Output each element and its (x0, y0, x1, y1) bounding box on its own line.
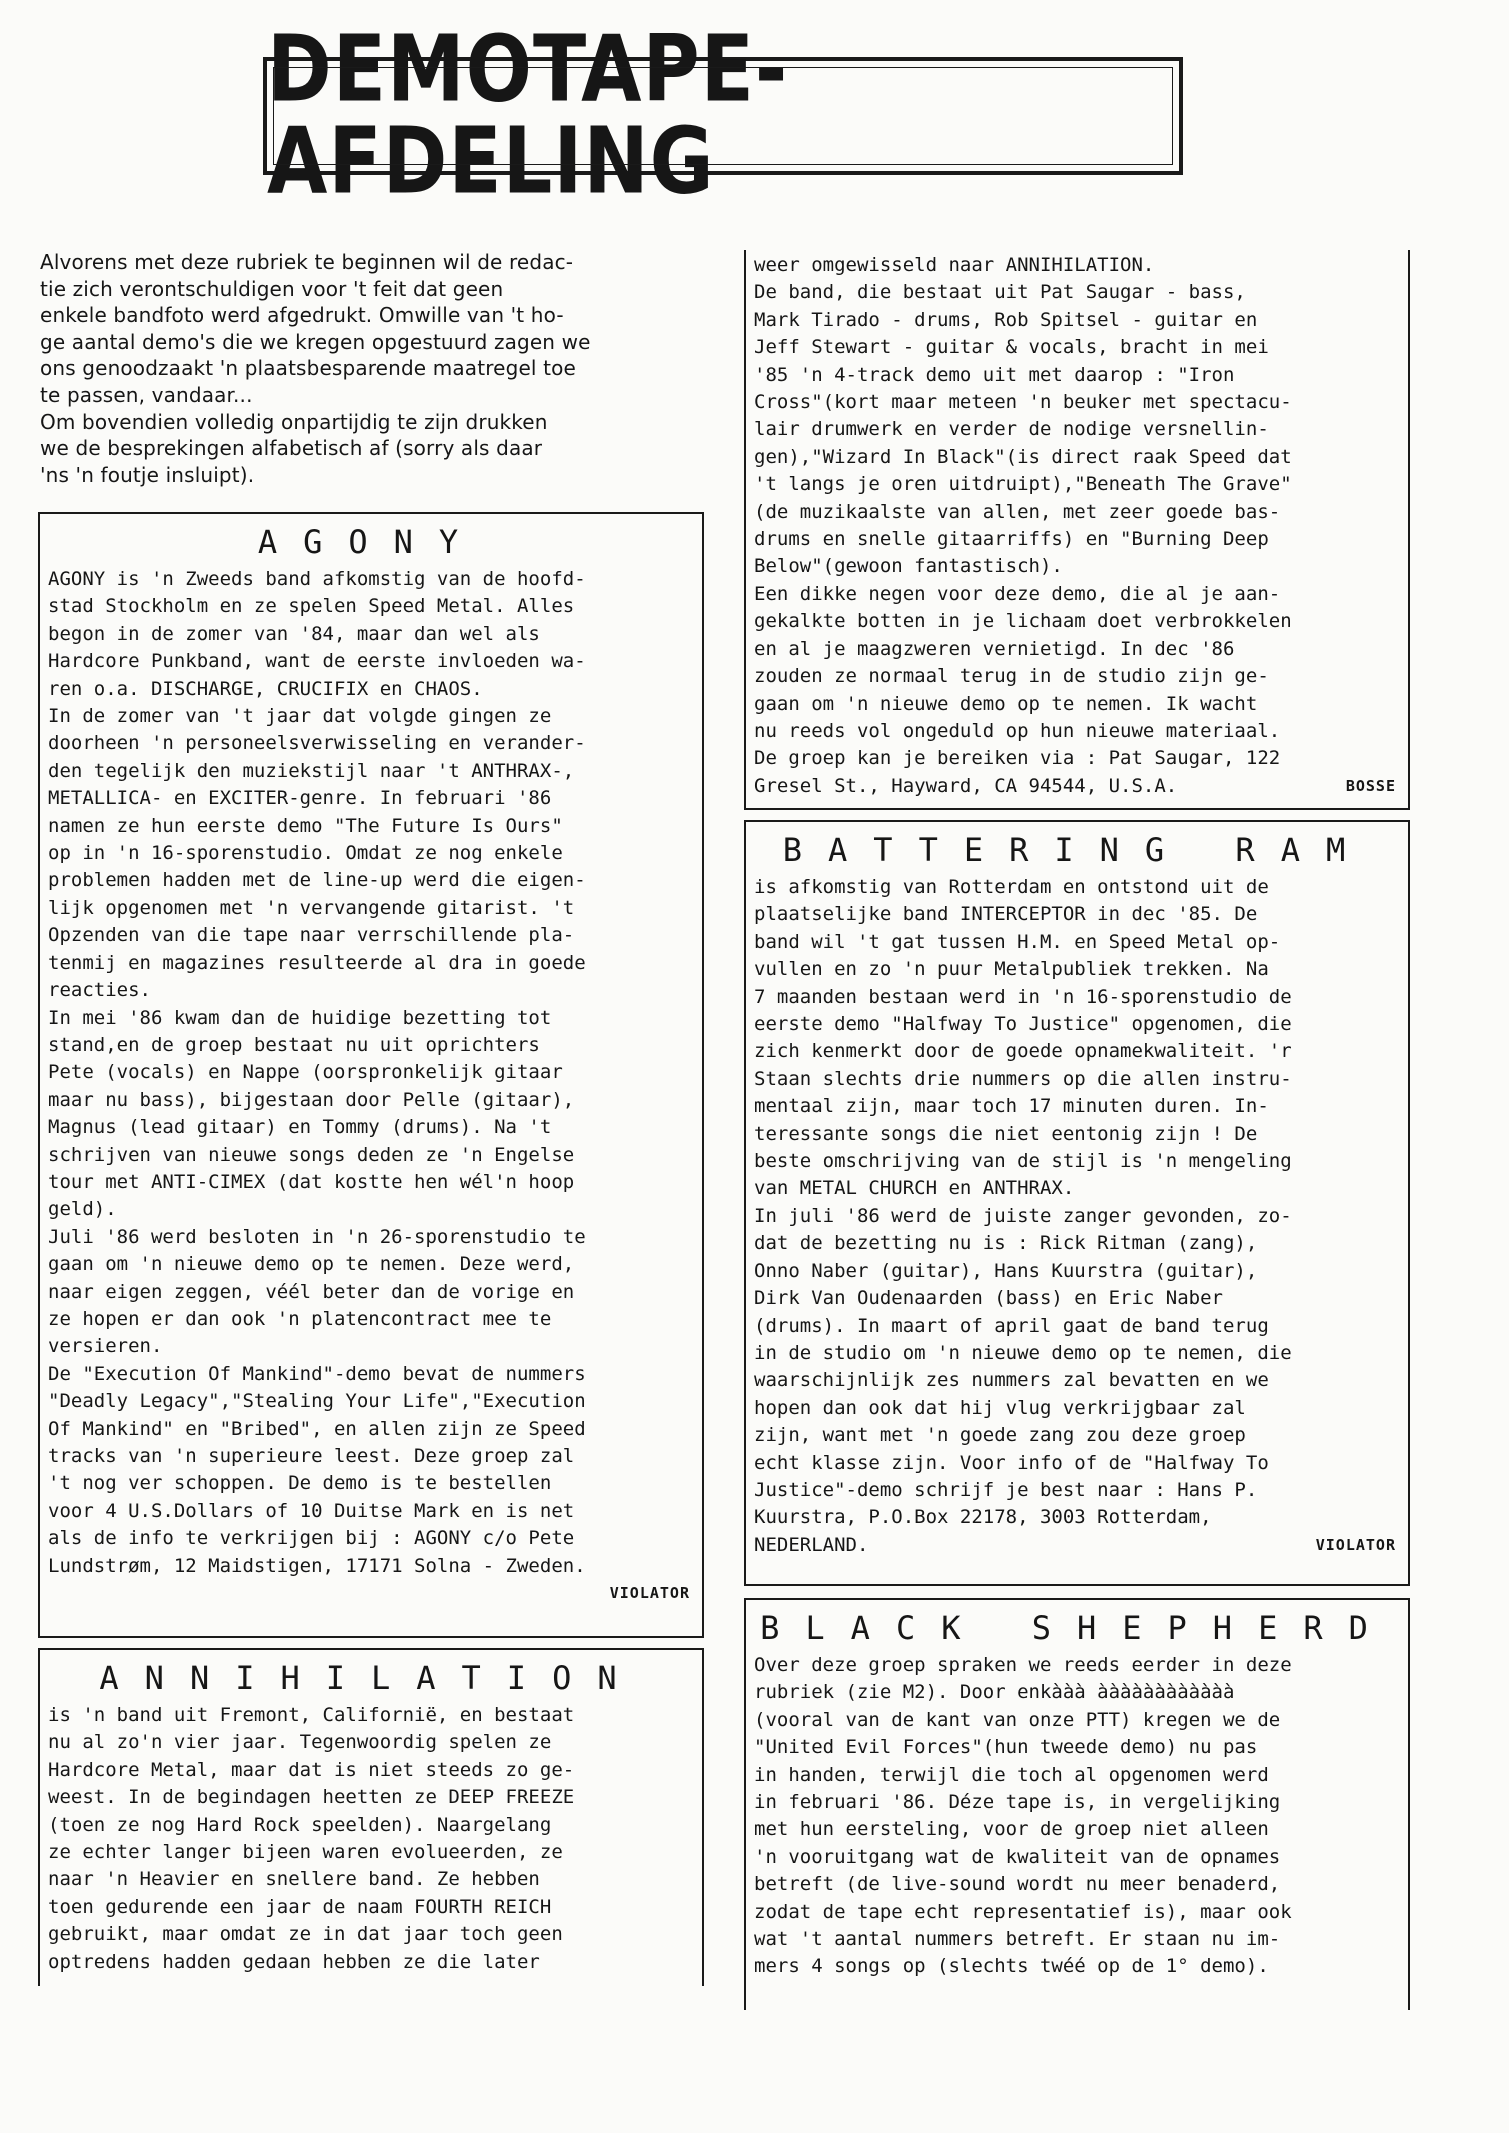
intro-line: we de besprekingen alfabetisch af (sorry als daar (40, 436, 543, 461)
review-battering-ram-signature: VIOLATOR (1315, 1536, 1396, 1555)
text-line: Gresel St., Hayward, CA 94544, U.S.A. (754, 774, 1178, 797)
text-line: voor 4 U.S.Dollars of 10 Duitse Mark en is net (48, 1499, 575, 1522)
text-line: in februari '86. Déze tape is, in vergelijking (754, 1791, 1281, 1814)
review-agony-signature: VIOLATOR (609, 1584, 690, 1603)
text-line: ren o.a. DISCHARGE, CRUCIFIX en CHAOS. (48, 677, 483, 700)
text-line: gen),"Wizard In Black"(is direct raak Speed dat (754, 445, 1292, 468)
text-line: drums en snelle gitaarriffs) en "Burning Deep (754, 528, 1269, 551)
text-line: maar nu bass), bijgestaan door Pelle (gitaar), (48, 1088, 575, 1111)
text-line: AGONY is 'n Zweeds band afkomstig van de hoofd- (48, 568, 586, 590)
text-line: band wil 't gat tussen H.M. en Speed Metal op- (754, 930, 1281, 953)
text-line: is 'n band uit Fremont, Californië, en bestaat (48, 1704, 575, 1726)
page-title: DEMOTAPE-AFDELING (267, 16, 789, 216)
review-annihilation-title: ANNIHILATION (99, 1659, 643, 1697)
intro-line: Alvorens met deze rubriek te beginnen wil de redac- (40, 250, 574, 274)
text-line: betreft (de live-sound wordt nu meer benaderd, (754, 1873, 1281, 1896)
intro-line: enkele bandfoto werd afgedrukt. Omwille van 't ho- (40, 303, 564, 328)
intro-line: ge aantal demo's die we kregen opgestuurd zagen we (40, 329, 591, 354)
text-line: Kuurstra, P.O.Box 22178, 3003 Rotterdam, (754, 1506, 1212, 1529)
text-line: als de info te verkrijgen bij : AGONY c/o Pete (48, 1527, 575, 1550)
text-line: Cross"(kort maar meteen 'n beuker met spectacu- (754, 391, 1292, 414)
review-annihilation-signature: BOSSE (1345, 777, 1396, 796)
text-line: zijn, want met 'n goede zang zou deze groep (754, 1424, 1246, 1447)
text-line: NEDERLAND. (754, 1533, 869, 1556)
text-line: problemen hadden met de line-up werd die eigen- (48, 869, 586, 892)
text-line: Dirk Van Oudenaarden (bass) en Eric Naber (754, 1287, 1223, 1310)
text-line: versieren. (48, 1335, 163, 1358)
text-line: teressante songs die niet eentonig zijn ! De (754, 1122, 1258, 1145)
text-line: Hardcore Metal, maar dat is niet steeds zo ge- (48, 1758, 575, 1781)
text-line: op in 'n 16-sporenstudio. Omdat ze nog enkele (48, 842, 563, 865)
text-line: Magnus (lead gitaar) en Tommy (drums). Na 't (48, 1116, 552, 1139)
text-line: 't langs je oren uitdruipt),"Beneath The Grave" (754, 473, 1292, 496)
text-line: schrijven van nieuwe songs deden ze 'n Engelse (48, 1143, 575, 1166)
review-battering-ram (744, 820, 1410, 1586)
intro-line: te passen, vandaar... (40, 382, 253, 407)
text-line: 7 maanden bestaan werd in 'n 16-sporenstudio de (754, 985, 1292, 1008)
text-line: tenmij en magazines resulteerde al dra in goede (48, 951, 586, 974)
text-line: rubriek (zie M2). Door enkààà àààààààààààà (754, 1681, 1235, 1704)
text-line: Onno Naber (guitar), Hans Kuurstra (guitar), (754, 1259, 1258, 1282)
text-line: doorheen 'n personeelsverwisseling en verander- (48, 732, 586, 755)
text-line: Jeff Stewart - guitar & vocals, bracht in mei (754, 336, 1269, 359)
text-line: weer omgewisseld naar ANNIHILATION. (754, 254, 1155, 276)
text-line: in handen, terwijl die toch al opgenomen werd (754, 1763, 1269, 1786)
review-battering-ram-title: BATTERING RAM (782, 831, 1372, 869)
text-line: waarschijnlijk zes nummers zal bevatten en we (754, 1369, 1269, 1392)
page-title-box (263, 16, 1183, 216)
text-line: 't nog ver schoppen. De demo is te bestellen (48, 1472, 552, 1495)
text-line: tour met ANTI-CIMEX (dat kostte hen wél'n hoop (48, 1170, 575, 1193)
text-line: zich kenmerkt door de goede opnamekwaliteit. 'r (754, 1040, 1292, 1063)
text-line: De "Execution Of Mankind"-demo bevat de nummers (48, 1362, 586, 1385)
intro-line: Om bovendien volledig onpartijdig te zijn drukken (40, 409, 548, 434)
review-agony (38, 512, 704, 1638)
text-line: Pete (vocals) en Nappe (oorspronkelijk gitaar (48, 1061, 563, 1084)
text-line: namen ze hun eerste demo "The Future Is Ours" (48, 814, 563, 837)
text-line: in de studio om 'n nieuwe demo op te nemen, die (754, 1341, 1292, 1364)
review-annihilation-body (48, 1702, 694, 1976)
text-line: met hun eersteling, voor de groep niet alleen (754, 1818, 1269, 1841)
text-line: Staan slechts drie nummers op die allen instru- (754, 1067, 1292, 1090)
review-agony-body (48, 566, 694, 1580)
text-line: stand,en de groep bestaat nu uit oprichters (48, 1033, 540, 1056)
text-line: METALLICA- en EXCITER-genre. In februari '86 (48, 787, 552, 810)
text-line: Below"(gewoon fantastisch). (754, 555, 1063, 578)
text-line: dat de bezetting nu is : Rick Ritman (zang), (754, 1232, 1258, 1255)
text-line: echt klasse zijn. Voor info of de "Halfway To (754, 1451, 1269, 1474)
text-line: "Deadly Legacy","Stealing Your Life","Execution (48, 1390, 586, 1413)
text-line: Juli '86 werd besloten in 'n 26-sporenstudio te (48, 1225, 586, 1248)
text-line: begon in de zomer van '84, maar dan wel als (48, 622, 540, 645)
review-black-shepherd (744, 1598, 1410, 2010)
text-line: lijk opgenomen met 'n vervangende gitarist. 't (48, 896, 575, 919)
text-line: nu reeds vol ongeduld op hun nieuwe materiaal. (754, 719, 1281, 742)
text-line: zouden ze normaal terug in de studio zijn ge- (754, 665, 1269, 688)
text-line: reacties. (48, 979, 151, 1002)
text-line: hopen dan ook dat hij vlug verkrijgbaar zal (754, 1396, 1246, 1419)
text-line: geld). (48, 1198, 117, 1221)
text-line: nu al zo'n vier jaar. Tegenwoordig spelen ze (48, 1731, 552, 1754)
text-line: beste omschrijving van de stijl is 'n mengeling (754, 1150, 1292, 1173)
text-line: wat 't aantal nummers betreft. Er staan nu im- (754, 1928, 1281, 1951)
text-line: In mei '86 kwam dan de huidige bezetting tot (48, 1006, 552, 1029)
text-line: lair drumwerk en verder de nodige versnellin- (754, 418, 1269, 441)
intro-line: tie zich verontschuldigen voor 't feit dat geen (40, 276, 504, 301)
review-black-shepherd-title: BLACK SHEPHERD (760, 1609, 1394, 1647)
text-line: tracks van 'n superieure leest. Deze groep zal (48, 1445, 575, 1467)
review-annihilation-continued (744, 250, 1410, 810)
text-line: stad Stockholm en ze spelen Speed Metal. Alles (48, 595, 575, 618)
text-line: (vooral van de kant van onze PTT) kregen we de (754, 1708, 1281, 1731)
review-agony-title: AGONY (257, 523, 485, 561)
intro-text (40, 249, 700, 488)
text-line: Hardcore Punkband, want de eerste invloeden wa- (48, 650, 586, 673)
review-annihilation-continued-body (754, 252, 1400, 800)
text-line: vullen en zo 'n puur Metalpubliek trekken. Na (754, 958, 1269, 981)
text-line: (de muzikaalste van allen, met zeer goede bas- (754, 500, 1281, 523)
text-line: Opzenden van die tape naar verrschillende pla- (48, 924, 575, 947)
text-line: weest. In de begindagen heetten ze DEEP FREEZE (48, 1786, 575, 1809)
text-line: Justice"-demo schrijf je best naar : Hans P. (754, 1478, 1258, 1501)
review-battering-ram-body (754, 874, 1400, 1559)
text-line: optredens hadden gedaan hebben ze die later (48, 1950, 540, 1973)
text-line: ze echter langer bijeen waren evolueerden, ze (48, 1841, 563, 1864)
text-line: naar 'n Heavier en snellere band. Ze hebben (48, 1868, 540, 1891)
text-line: van METAL CHURCH en ANTHRAX. (754, 1177, 1075, 1200)
intro-line: ons genoodzaakt 'n plaatsbesparende maatregel toe (40, 356, 576, 381)
text-line: Een dikke negen voor deze demo, die al je aan- (754, 582, 1281, 605)
text-line: '85 'n 4-track demo uit met daarop : "Iron (754, 363, 1235, 386)
text-line: is afkomstig van Rotterdam en ontstond uit de (754, 876, 1269, 898)
text-line: plaatselijke band INTERCEPTOR in dec '85. De (754, 903, 1258, 926)
text-line: Over deze groep spraken we reeds eerder in deze (754, 1654, 1292, 1676)
text-line: en al je maagzweren vernietigd. In dec '86 (754, 637, 1235, 660)
text-line: gaan om 'n nieuwe demo op te nemen. Deze werd, (48, 1253, 575, 1276)
text-line: In juli '86 werd de juiste zanger gevonden, zo- (754, 1204, 1292, 1227)
text-line: ze hopen er dan ook 'n platencontract mee te (48, 1307, 552, 1330)
text-line: 'n vooruitgang wat de kwaliteit van de opnames (754, 1845, 1281, 1868)
text-line: (toen ze nog Hard Rock speelden). Naargelang (48, 1813, 552, 1836)
text-line: De groep kan je bereiken via : Pat Saugar, 122 (754, 747, 1281, 770)
text-line: zodat de tape echt representatief is), maar ook (754, 1900, 1292, 1923)
text-line: "United Evil Forces"(hun tweede demo) nu pas (754, 1736, 1258, 1759)
text-line: (drums). In maart of april gaat de band terug (754, 1314, 1269, 1337)
text-line: mers 4 songs op (slechts twéé op de 1° demo). (754, 1955, 1269, 1978)
text-line: Lundstrøm, 12 Maidstigen, 17171 Solna - Zweden. (48, 1554, 586, 1577)
text-line: De band, die bestaat uit Pat Saugar - bass, (754, 281, 1246, 304)
text-line: gekalkte botten in je lichaam doet verbrokkelen (754, 610, 1292, 633)
text-line: eerste demo "Halfway To Justice" opgenomen, die (754, 1013, 1292, 1036)
text-line: Mark Tirado - drums, Rob Spitsel - guitar en (754, 308, 1258, 331)
text-line: toen gedurende een jaar de naam FOURTH REICH (48, 1895, 552, 1918)
text-line: gebruikt, maar omdat ze in dat jaar toch geen (48, 1923, 563, 1946)
text-line: gaan om 'n nieuwe demo op te nemen. Ik wacht (754, 692, 1258, 715)
review-annihilation (38, 1648, 704, 1986)
text-line: mentaal zijn, maar toch 17 minuten duren. In- (754, 1095, 1269, 1118)
text-line: In de zomer van 't jaar dat volgde gingen ze (48, 705, 552, 728)
intro-line: 'ns 'n foutje insluipt). (40, 462, 255, 487)
review-black-shepherd-body (754, 1652, 1400, 1981)
text-line: den tegelijk den muziekstijl naar 't ANTHRAX-, (48, 759, 575, 782)
text-line: Of Mankind" en "Bribed", en allen zijn ze Speed (48, 1417, 586, 1440)
text-line: naar eigen zeggen, véél beter dan de vorige en (48, 1280, 575, 1303)
